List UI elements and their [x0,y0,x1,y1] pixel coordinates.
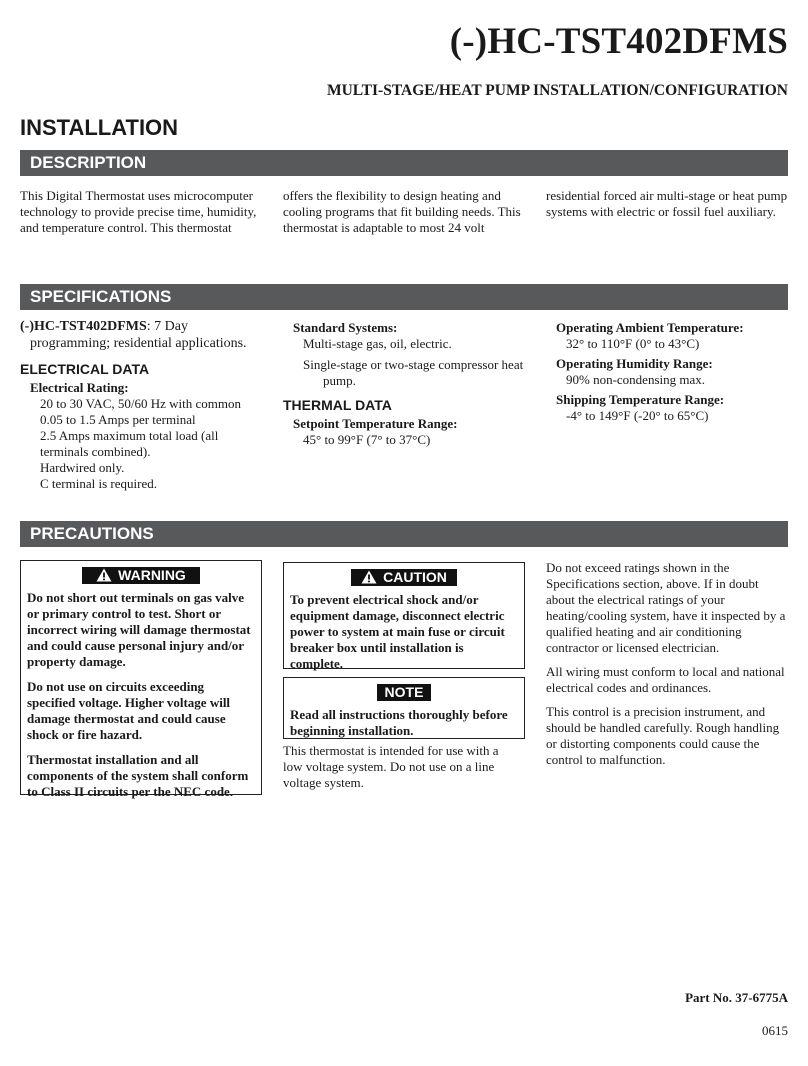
setpoint-label: Setpoint Temperature Range: [293,416,458,431]
humidity-range-value: 90% non-condensing max. [566,372,706,387]
document-subtitle: MULTI-STAGE/HEAT PUMP INSTALLATION/CONFIGURATION [326,82,788,99]
ambient-temperature-label: Operating Ambient Temperature: [556,320,744,335]
precautions-heading-bar [20,521,788,547]
warning-icon [96,568,112,582]
electrical-line: 0.05 to 1.5 Amps per terminal [40,412,196,427]
description-heading-bar [20,150,788,176]
electrical-line: C terminal is required. [40,476,157,491]
part-number: Part No. 37-6775A [685,990,788,1005]
specifications-col-2 [283,320,525,448]
standard-systems-value: Multi-stage gas, oil, electric. [303,336,452,351]
document-model-title: (-)HC-TST402DFMS [449,21,788,62]
warning-text: Do not use on circuits exceeding specified voltage. Higher voltage will damage thermostat and could cause shock or fire hazard. [27,679,231,742]
section-title-installation: INSTALLATION [20,115,179,140]
shipping-temperature-value: -4° to 149°F (-20° to 65°C) [566,408,709,423]
thermal-data-heading: THERMAL DATA [283,397,392,413]
specifications-heading-bar [20,284,788,310]
date-code: 0615 [762,1023,788,1038]
standard-systems-value: Single-stage or two-stage compressor heat pump. [303,357,524,388]
warning-label: WARNING [118,567,186,583]
electrical-rating-label: Electrical Rating: [30,380,129,395]
note-box [283,677,525,739]
description-heading: DESCRIPTION [30,153,147,172]
model-spec-desc: : 7 Day programming; residential applications. [30,319,247,351]
model-spec-name: (-)HC-TST402DFMS [20,319,147,334]
electrical-line: 2.5 Amps maximum total load (all terminals combined). [40,428,219,459]
electrical-data-heading: ELECTRICAL DATA [20,361,150,377]
electrical-line: Hardwired only. [40,460,125,475]
caution-label: CAUTION [383,569,447,585]
setpoint-value: 45° to 99°F (7° to 37°C) [303,432,431,447]
ambient-temperature-value: 32° to 110°F (0° to 43°C) [566,336,700,351]
standard-systems-label: Standard Systems: [293,320,398,335]
description-col-2: offers the flexibility to design heating and cooling programs that fit building needs. This thermostat is adaptable to most 24 volt [283,188,521,235]
warning-box [20,560,262,799]
note-label: NOTE [377,684,432,701]
humidity-range-label: Operating Humidity Range: [556,356,713,371]
specifications-heading: SPECIFICATIONS [30,287,172,306]
precaution-paragraph: This control is a precision instrument, and should be handled carefully. Rough handling or distorting components could cause the control to malfunction. [546,704,780,767]
caution-box [283,562,525,669]
precautions-col-3 [546,560,788,776]
warning-text: Thermostat installation and all components of the system shall conform to Class II circuits per the NEC code. [27,752,249,799]
caution-text: To prevent electrical shock and/or equipment damage, disconnect electric power to system at main fuse or circuit breaker box until installation is complete. [290,592,505,671]
specifications-col-3 [546,320,788,424]
low-voltage-text: This thermostat is intended for use with a low voltage system. Do not use on a line voltage system. [283,743,499,790]
model-spec [20,318,262,352]
warning-text: Do not short out terminals on gas valve or primary control to test. Short or incorrect wiring will damage thermostat and could cause personal injury and/or property damage. [27,590,251,669]
warning-icon [361,570,377,584]
precaution-paragraph: Do not exceed ratings shown in the Specifications section, above. If in doubt about the electrical ratings of your heating/cooling system, have it inspected by a qualified heating and air conditioning contractor or licensed electrician. [546,560,786,655]
description-col-1: This Digital Thermostat uses microcomputer technology to provide precise time, humidity, and temperature control. This thermostat [20,188,257,235]
caution-label-bar [351,569,457,586]
description-col-3: residential forced air multi-stage or heat pump systems with electric or fossil fuel auxiliary. [546,188,788,219]
electrical-line: 20 to 30 VAC, 50/60 Hz with common [40,396,242,411]
shipping-temperature-label: Shipping Temperature Range: [556,392,725,407]
precautions-heading: PRECAUTIONS [30,524,154,543]
warning-label-bar [82,567,200,584]
specifications-col-1 [20,318,262,492]
precaution-paragraph: All wiring must conform to local and national electrical codes and ordinances. [546,664,785,695]
note-text: Read all instructions thoroughly before beginning installation. [290,707,508,738]
